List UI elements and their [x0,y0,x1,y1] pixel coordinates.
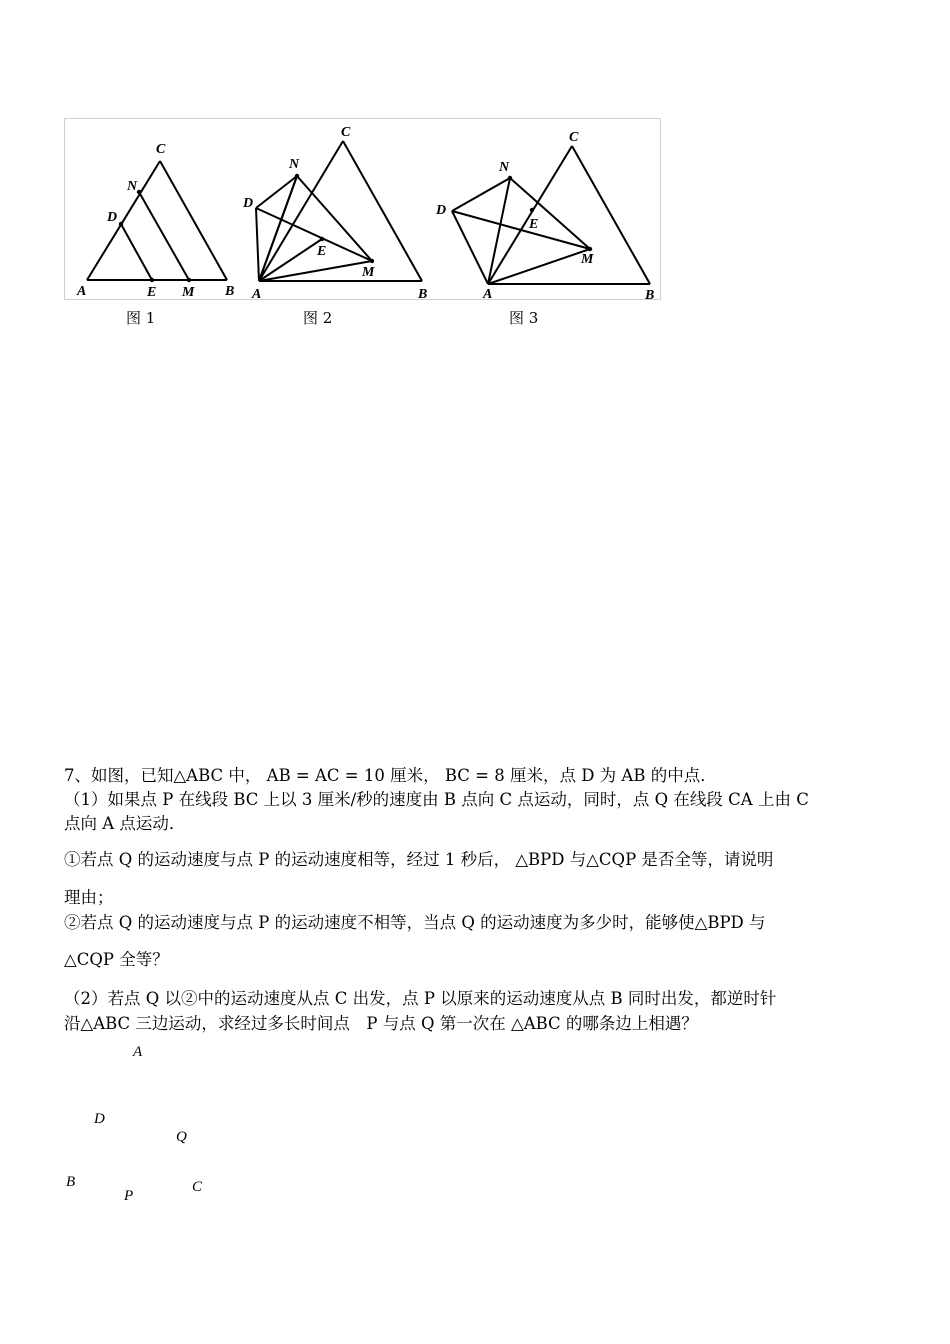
problem-line-2: （1）如果点 P 在线段 BC 上以 3 厘米/秒的速度由 B 点向 C 点运动，同时，点 Q 在线段 CA 上由 C [64,790,809,809]
bottom-label-b: B [66,1174,76,1190]
fig2-label-m: M [362,265,375,280]
bottom-label-a: A [133,1044,143,1060]
problem-line-7: △CQP 全等？ [64,950,169,969]
problem-line-1: 7、如图，已知△ABC 中， AB = AC = 10 厘米， BC = 8 厘米，点 D 为 AB 的中点． [64,766,717,785]
geometry-figures-svg [65,119,662,301]
problem-line-3: 点向 A 点运动． [64,814,186,833]
fig1-label-d: D [107,210,118,225]
problem-line-9: 沿△ABC 三边运动，求经过多长时间点 P 与点 Q 第一次在 △ABC 的哪条边上相遇？ [64,1014,698,1033]
fig2-label-c: C [341,125,351,140]
fig2-label-b: B [418,287,428,301]
fig1-label-m: M [182,285,195,300]
fig3-label-b: B [645,288,655,301]
fig3-label-a: A [483,287,493,301]
problem-line-6: ②若点 Q 的运动速度与点 P 的运动速度不相等，当点 Q 的运动速度为多少时，能够使△BPD 与 [64,913,766,932]
figure-1-caption: 图 1 [126,309,156,327]
fig2-label-a: A [252,287,262,301]
fig1-label-a: A [77,284,87,299]
problem-line-5: 理由； [64,888,114,907]
fig2-label-d: D [243,196,254,211]
fig1-label-c: C [156,142,166,157]
fig3-label-d: D [436,203,447,218]
fig1-label-e: E [147,285,157,300]
bottom-label-c: C [192,1179,203,1195]
problem-line-4: ①若点 Q 的运动速度与点 P 的运动速度相等，经过 1 秒后， △BPD 与△CQP 是否全等，请说明 [64,850,774,869]
geometry-figures-panel [64,118,661,300]
figure-2-lines [256,141,422,281]
bottom-label-q: Q [176,1129,187,1145]
fig2-label-e: E [317,244,327,259]
figure-2-caption: 图 2 [303,309,333,327]
fig3-label-c: C [569,130,579,145]
fig3-label-m: M [581,252,594,267]
bottom-label-p: P [124,1188,134,1204]
bottom-label-d: D [94,1111,105,1127]
figure-3-lines [452,146,650,284]
fig3-label-e: E [529,217,539,232]
fig1-label-n: N [127,179,138,194]
problem-line-8: （2）若点 Q 以②中的运动速度从点 C 出发，点 P 以原来的运动速度从点 B 同时出发，都逆时针 [64,989,777,1008]
figure-3-caption: 图 3 [509,309,539,327]
fig2-label-n: N [289,157,300,172]
fig3-label-n: N [499,160,510,175]
fig1-label-b: B [225,284,235,299]
